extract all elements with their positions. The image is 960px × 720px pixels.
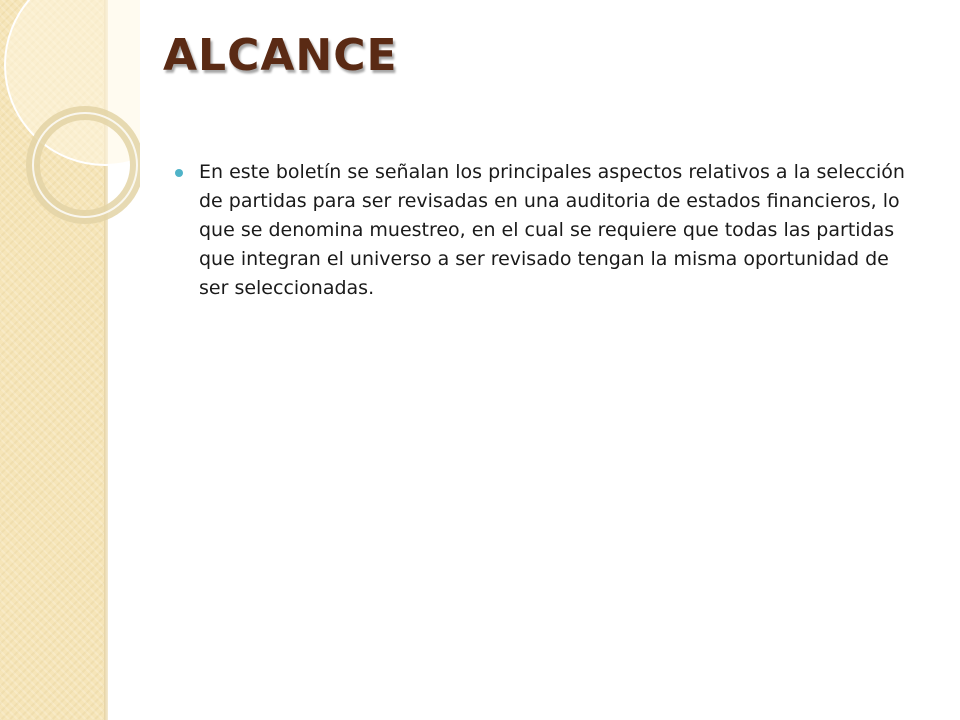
bullet-list <box>175 158 915 303</box>
decorative-circles <box>0 0 140 260</box>
large-circle-outline <box>5 0 140 165</box>
bullet-text: En este boletín se señalan los principales aspectos relativos a la selección de partidas para ser revisadas en una auditoria de estados financieros, lo que se denomina muestreo, en el cual se requiere que todas las partidas que integran el universo a ser revisado tengan la misma oportunidad de ser seleccionadas. <box>199 161 905 299</box>
slide-title: ALCANCE <box>163 30 398 81</box>
bullet-item <box>175 158 915 303</box>
bullet-dot-icon <box>175 169 183 177</box>
